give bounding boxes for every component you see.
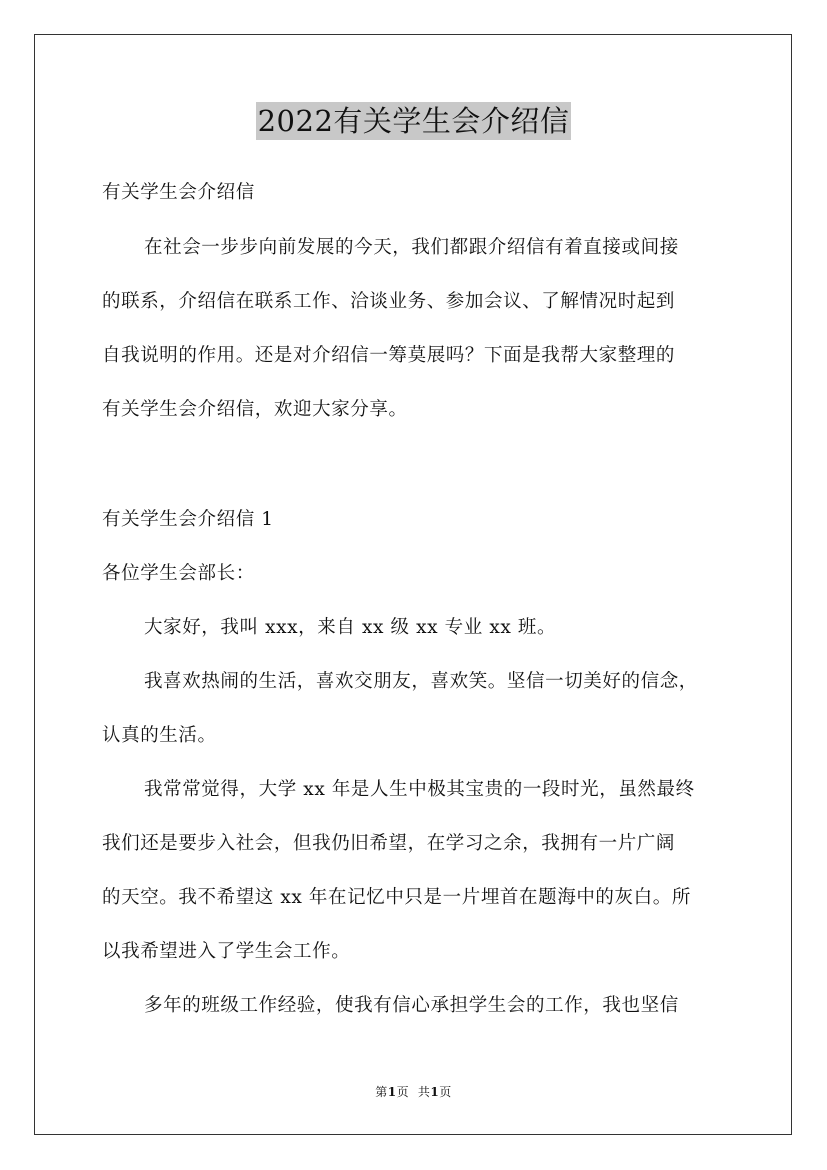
- salutation: 各位学生会部长：: [102, 563, 255, 584]
- intro-line-1: 在社会一步步向前发展的今天，我们都跟介绍信有着直接或间接: [144, 237, 679, 258]
- intro-line-4: 有关学生会介绍信，欢迎大家分享。: [102, 399, 408, 420]
- body-line-6: 的天空。我不希望这 xx 年在记忆中只是一片埋首在题海中的灰白。所: [102, 887, 691, 908]
- body-line-8: 多年的班级工作经验，使我有信心承担学生会的工作，我也坚信: [144, 995, 679, 1016]
- body-line-7: 以我希望进入了学生会工作。: [102, 941, 351, 962]
- body-line-2: 我喜欢热闹的生活，喜欢交朋友，喜欢笑。坚信一切美好的信念，: [144, 671, 698, 692]
- section-title: 有关学生会介绍信 1: [102, 509, 274, 530]
- document-heading: 有关学生会介绍信: [102, 182, 255, 203]
- document-title: [0, 102, 827, 140]
- page-number: 1: [387, 1085, 397, 1099]
- page-suffix: 页: [396, 1085, 410, 1099]
- total-suffix: 页: [439, 1085, 452, 1099]
- intro-line-2: 的联系，介绍信在联系工作、洽谈业务、参加会议、了解情况时起到: [102, 291, 676, 312]
- body-line-5: 我们还是要步入社会，但我仍旧希望，在学习之余，我拥有一片广阔: [102, 833, 676, 854]
- total-number: 1: [430, 1085, 440, 1099]
- document-title-text: 2022有关学生会介绍信: [257, 104, 570, 138]
- body-line-4: 我常常觉得，大学 xx 年是人生中极其宝贵的一段时光，虽然最终: [144, 779, 695, 800]
- body-line-1: 大家好，我叫 xxx，来自 xx 级 xx 专业 xx 班。: [144, 617, 557, 638]
- intro-line-3: 自我说明的作用。还是对介绍信一筹莫展吗？下面是我帮大家整理的: [102, 345, 676, 366]
- body-line-3: 认真的生活。: [102, 725, 217, 746]
- total-prefix: 共: [417, 1085, 431, 1099]
- page-prefix: 第: [375, 1085, 388, 1099]
- page-footer: [0, 1084, 827, 1100]
